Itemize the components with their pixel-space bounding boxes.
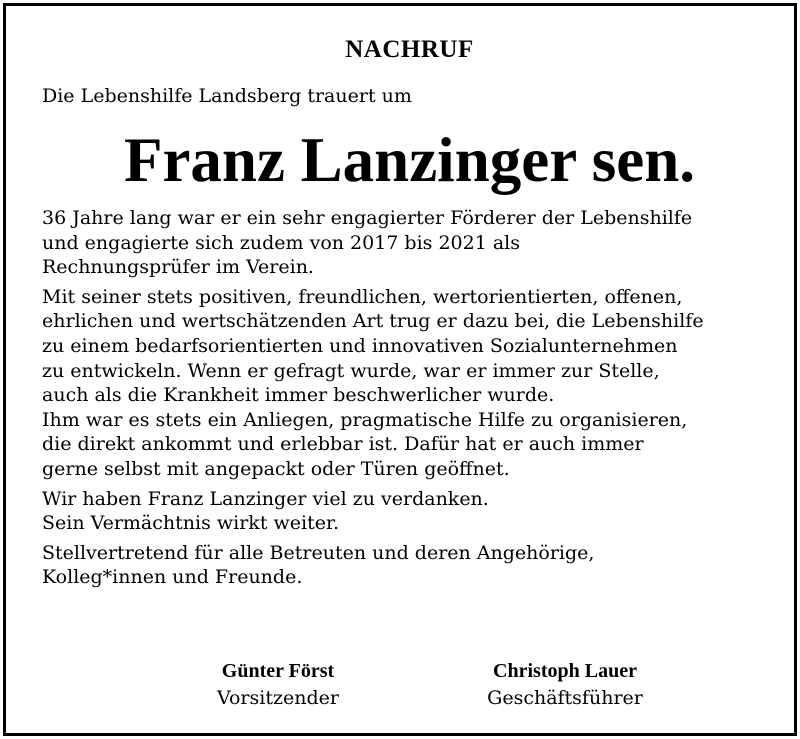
body-line: Mit seiner stets positiven, freundlichen, wertorientierten, offenen,	[42, 285, 683, 308]
obituary-body	[42, 206, 782, 590]
signatory-name: Günter Först	[221, 660, 335, 682]
body-line: gerne selbst mit angepackt oder Türen geöffnet.	[42, 457, 510, 480]
signatory-name: Christoph Lauer	[493, 660, 637, 682]
signatory-role: Geschäftsführer	[487, 687, 643, 709]
body-line: die direkt ankommt und erlebbar ist. Dafür hat er auch immer	[42, 433, 644, 456]
body-line: Wir haben Franz Lanzinger viel zu verdanken.	[42, 487, 489, 510]
body-line: auch als die Krankheit immer beschwerlicher wurde.	[42, 384, 555, 407]
paragraph-on-behalf	[42, 541, 782, 590]
paragraph-gratitude	[42, 487, 782, 536]
body-line: zu einem bedarfsorientierten und innovativen Sozialunternehmen	[42, 334, 678, 357]
intro-line: Die Lebenshilfe Landsberg trauert um	[42, 85, 412, 107]
signatory-chair	[188, 658, 368, 712]
obituary-frame	[3, 3, 797, 736]
paragraph-character	[42, 285, 782, 482]
body-line: zu entwickeln. Wenn er gefragt wurde, war er immer zur Stelle,	[42, 359, 660, 382]
signatory-role: Vorsitzender	[217, 687, 339, 709]
body-line: 36 Jahre lang war er ein sehr engagierter Förderer der Lebenshilfe	[42, 207, 693, 229]
body-line: Stellvertretend für alle Betreuten und deren Angehörige,	[42, 541, 595, 564]
body-line: Rechnungsprüfer im Verein.	[42, 256, 314, 279]
body-line: und engagierte sich zudem von 2017 bis 2021 als	[42, 231, 521, 254]
paragraph-tenure	[42, 206, 782, 280]
body-line: ehrlichen und wertschätzenden Art trug er dazu bei, die Lebenshilfe	[42, 310, 704, 333]
signatory-managing-director	[465, 658, 665, 712]
body-line: Kolleg*innen und Freunde.	[42, 566, 303, 589]
body-line: Ihm war es stets ein Anliegen, pragmatische Hilfe zu organisieren,	[42, 408, 688, 431]
body-line: Sein Vermächtnis wirkt weiter.	[42, 512, 339, 535]
notice-heading: NACHRUF	[345, 36, 474, 63]
deceased-name: Franz Lanzinger sen.	[123, 125, 696, 195]
